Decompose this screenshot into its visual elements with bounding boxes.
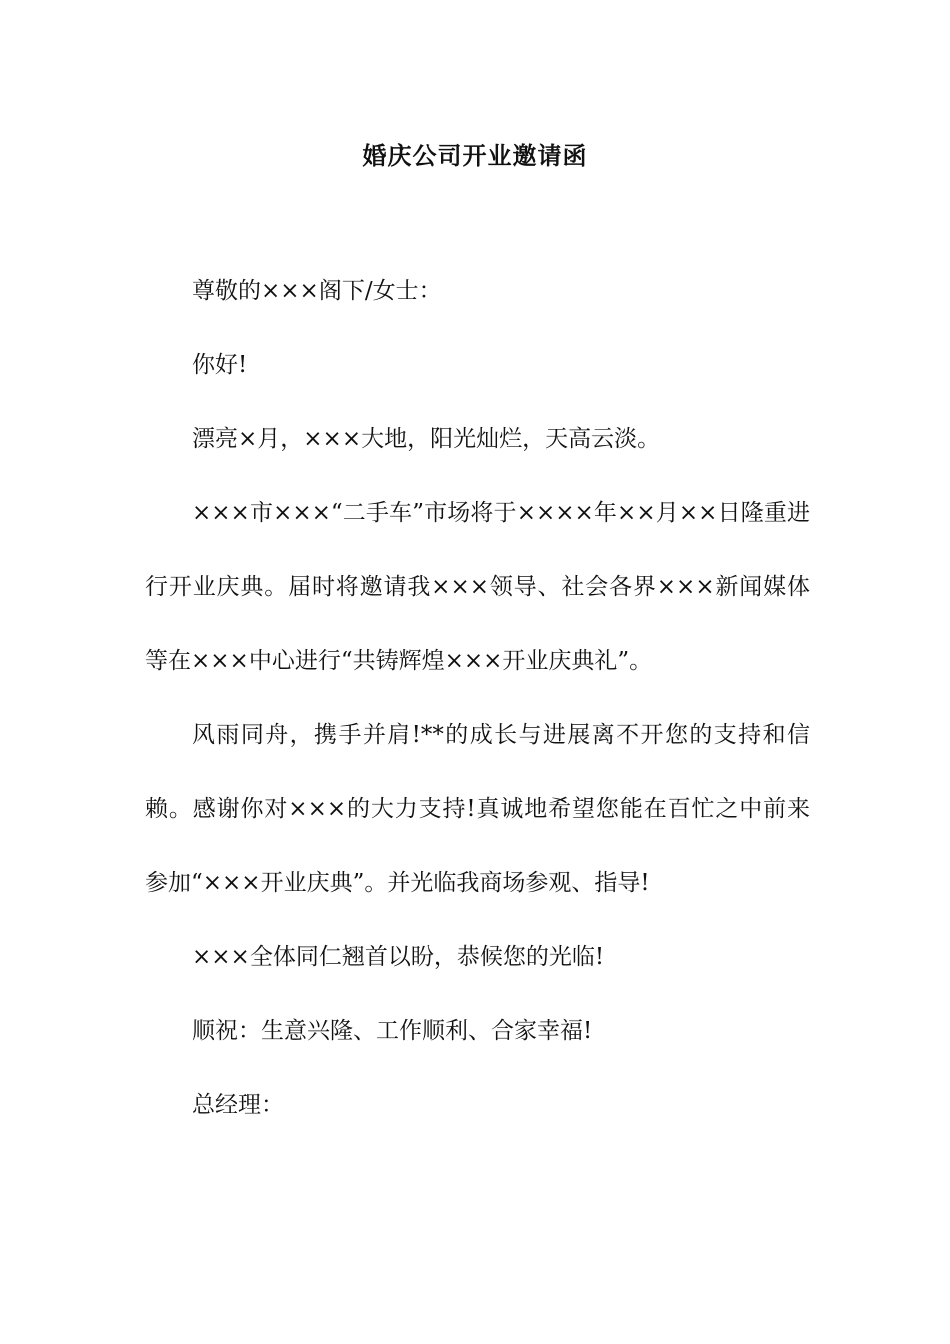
closing-wishes: 顺祝：生意兴隆、工作顺利、合家幸福! <box>192 1018 593 1044</box>
signature-label: 总经理： <box>192 1092 284 1118</box>
paragraph-anticipation: ×××全体同仁翘首以盼，恭候您的光临! <box>192 944 605 970</box>
greeting: 你好! <box>192 352 248 378</box>
document-body <box>145 254 810 1142</box>
paragraph-announcement: ×××市×××“二手车”市场将于××××年××月××日隆重进行开业庆典。届时将邀请我×××领导、社会各界×××新闻媒体等在×××中心进行“共铸辉煌×××开业庆典礼”。 <box>145 500 810 674</box>
paragraph-invitation: 风雨同舟，携手并肩!**的成长与进展离不开您的支持和信赖。感谢你对×××的大力支持!真诚地希望您能在百忙之中前来参加“×××开业庆典”。并光临我商场参观、指导! <box>145 722 810 896</box>
salutation: 尊敬的×××阁下/女士： <box>192 278 442 304</box>
document-title: 婚庆公司开业邀请函 <box>362 141 588 170</box>
paragraph-weather: 漂亮×月，×××大地，阳光灿烂，天高云淡。 <box>192 426 661 452</box>
